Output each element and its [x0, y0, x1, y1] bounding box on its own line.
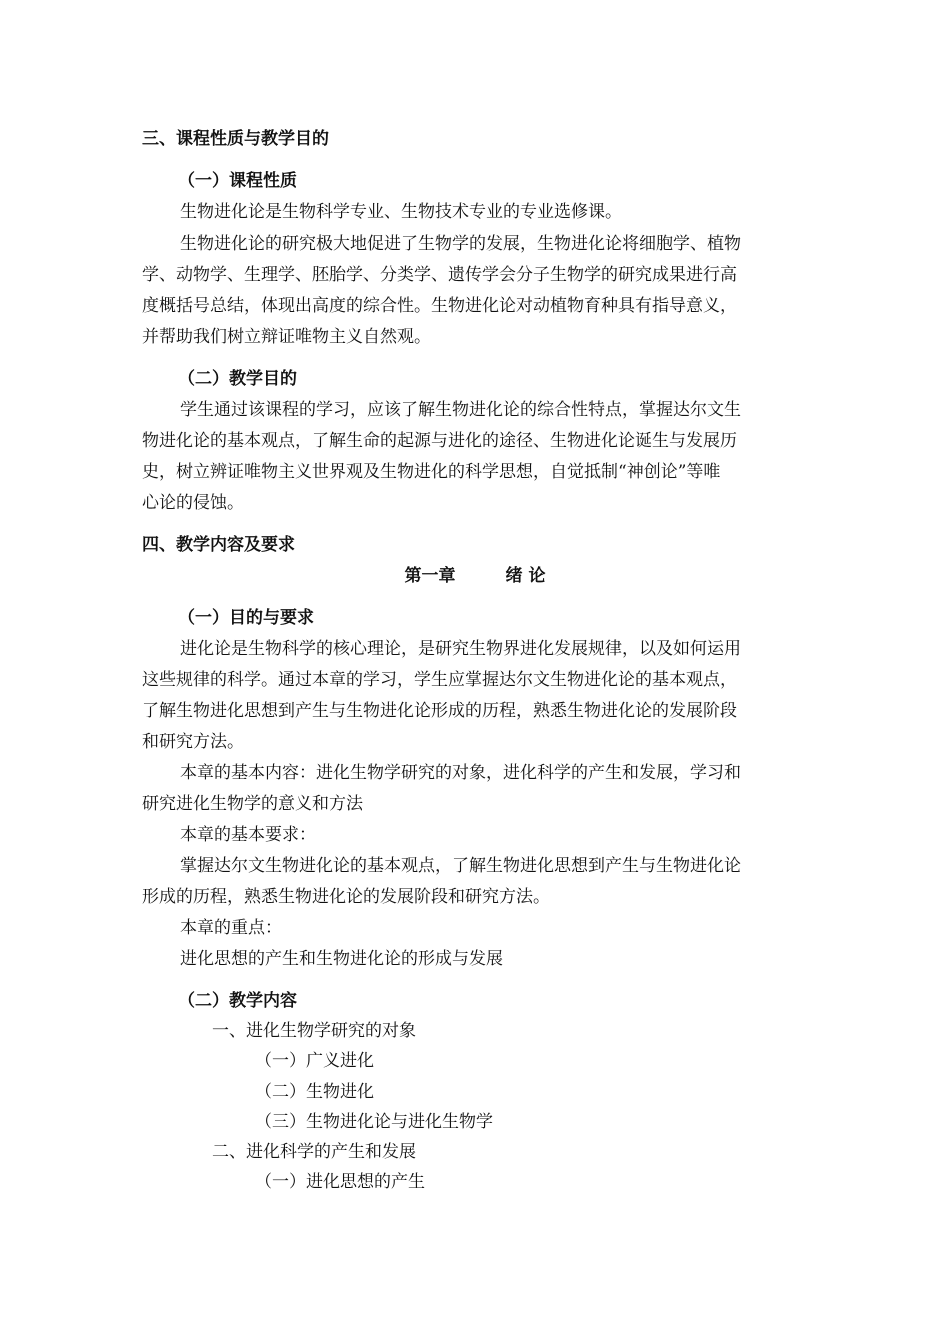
paragraph-line: 度概括号总结，体现出高度的综合性。生物进化论对动植物育种具有指导意义， — [142, 296, 737, 316]
section-3-heading: 三、课程性质与教学目的 — [142, 129, 329, 149]
paragraph-line: 研究进化生物学的意义和方法 — [142, 794, 363, 814]
paragraph-line: 物进化论的基本观点，了解生命的起源与进化的途径、生物进化论诞生与发展历 — [142, 431, 737, 451]
paragraph-line: 生物进化论是生物科学专业、生物技术专业的专业选修课。 — [180, 202, 622, 222]
subsection-teaching-content-heading: （二）教学内容 — [178, 991, 297, 1011]
paragraph-line: 生物进化论的研究极大地促进了生物学的发展，生物进化论将细胞学、植物 — [180, 234, 741, 254]
outline-item: （一）进化思想的产生 — [255, 1172, 425, 1192]
subsection-course-nature-heading: （一）课程性质 — [178, 171, 297, 191]
paragraph-line: 学、动物学、生理学、胚胎学、分类学、遗传学会分子生物学的研究成果进行高 — [142, 265, 737, 285]
subsection-goals-heading: （一）目的与要求 — [178, 608, 314, 628]
paragraph-line: 本章的基本内容：进化生物学研究的对象，进化科学的产生和发展，学习和 — [180, 763, 741, 783]
chapter-number: 第一章 — [404, 566, 456, 586]
outline-item: 二、进化科学的产生和发展 — [212, 1142, 416, 1162]
outline-item: （二）生物进化 — [255, 1082, 374, 1102]
paragraph-line: 和研究方法。 — [142, 732, 244, 752]
paragraph-line: 本章的重点： — [180, 918, 282, 938]
paragraph-line: 形成的历程，熟悉生物进化论的发展阶段和研究方法。 — [142, 887, 550, 907]
outline-item: 一、进化生物学研究的对象 — [212, 1021, 416, 1041]
paragraph-line: 本章的基本要求： — [180, 825, 316, 845]
section-4-heading: 四、教学内容及要求 — [142, 535, 295, 555]
paragraph-line: 史，树立辨证唯物主义世界观及生物进化的科学思想，自觉抵制“神创论”等唯 — [142, 462, 721, 482]
paragraph-line: 这些规律的科学。通过本章的学习，学生应掌握达尔文生物进化论的基本观点， — [142, 670, 737, 690]
outline-item: （三）生物进化论与进化生物学 — [255, 1112, 493, 1132]
chapter-title — [0, 565, 950, 587]
paragraph-line: 进化思想的产生和生物进化论的形成与发展 — [180, 949, 503, 969]
chapter-name: 绪 论 — [505, 566, 546, 586]
paragraph-line: 心论的侵蚀。 — [142, 493, 244, 513]
subsection-teaching-purpose-heading: （二）教学目的 — [178, 369, 297, 389]
paragraph-line: 掌握达尔文生物进化论的基本观点，了解生物进化思想到产生与生物进化论 — [180, 856, 741, 876]
outline-item: （一）广义进化 — [255, 1051, 374, 1071]
paragraph-line: 并帮助我们树立辩证唯物主义自然观。 — [142, 327, 431, 347]
paragraph-line: 进化论是生物科学的核心理论，是研究生物界进化发展规律，以及如何运用 — [180, 639, 741, 659]
paragraph-line: 了解生物进化思想到产生与生物进化论形成的历程，熟悉生物进化论的发展阶段 — [142, 701, 737, 721]
paragraph-line: 学生通过该课程的学习，应该了解生物进化论的综合性特点，掌握达尔文生 — [180, 400, 741, 420]
